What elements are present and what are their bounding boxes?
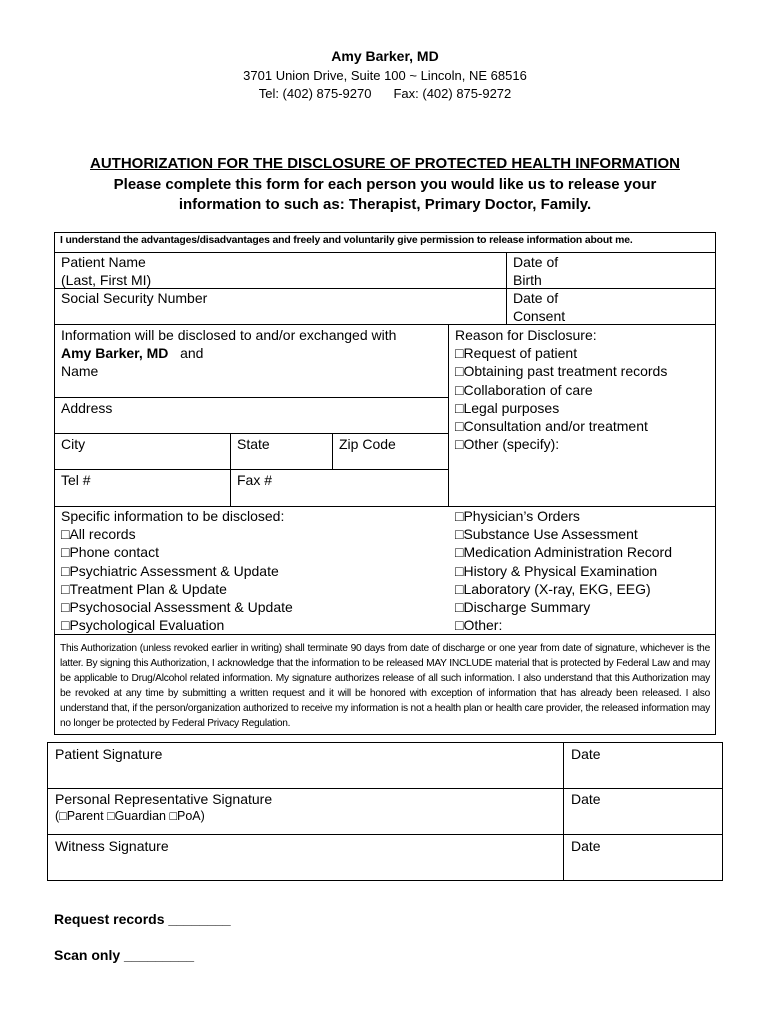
info-checkbox[interactable]: □Treatment Plan & Update bbox=[61, 580, 227, 597]
reason-checkbox[interactable]: □Other (specify): bbox=[455, 436, 560, 453]
info-checkbox[interactable]: □Other: bbox=[455, 617, 503, 634]
form-subtitle bbox=[0, 175, 770, 215]
col-divider bbox=[230, 433, 231, 506]
row-divider bbox=[54, 433, 448, 434]
consent-label-2: Consent bbox=[513, 308, 566, 325]
scan-only-field[interactable]: Scan only _________ bbox=[54, 947, 195, 963]
info-disclosed-label: Information will be disclosed to and/or exchanged with bbox=[61, 327, 397, 343]
info-checkbox[interactable]: □Psychiatric Assessment & Update bbox=[61, 562, 279, 579]
reason-title: Reason for Disclosure: bbox=[455, 327, 597, 343]
representative-signature-field[interactable] bbox=[55, 790, 555, 824]
authorization-terms: This Authorization (unless revoked earlier in writing) shall terminate 90 days from date of discharge or one year from date of signature, whichever is the latter. By signing this Authorization, I acknowledge that the information to be released MAY INCLUDE material that is protected by Federal Law and may be applicable to Drug/Alcohol related information. My signature authorizes release of all such information. I also understand that this Authorization may be revoked at any time by submitting a written request and it will be honored with exception of information that has already been released. I also understand that, if the person/organization authorized to receive my information is not a health plan or health care provider, the released information may no longer be protected by Federal Privacy Regulation. bbox=[60, 643, 710, 729]
date-of-birth-field[interactable] bbox=[513, 253, 713, 289]
practice-name: Amy Barker, MD bbox=[331, 48, 439, 64]
info-checkbox[interactable]: □Phone contact bbox=[61, 544, 159, 561]
recipient-name-field[interactable] bbox=[61, 326, 446, 381]
patient-signature-date[interactable]: Date bbox=[571, 746, 601, 762]
consent-statement: I understand the advantages/disadvantages and freely and voluntarily give permission to release information about me. bbox=[60, 235, 633, 246]
subtitle-line-2: information to such as: Therapist, Primary Doctor, Family. bbox=[178, 196, 592, 213]
col-divider bbox=[332, 433, 333, 469]
patient-name-sub-label: (Last, First MI) bbox=[61, 272, 152, 289]
col-divider bbox=[506, 252, 507, 324]
reason-for-disclosure bbox=[455, 326, 713, 453]
practice-fax: Fax: (402) 875-9272 bbox=[393, 86, 512, 101]
address-field[interactable]: Address bbox=[61, 400, 113, 416]
patient-name-field[interactable] bbox=[61, 253, 501, 289]
witness-signature-date[interactable]: Date bbox=[571, 838, 601, 854]
provider-name: Amy Barker, MD bbox=[61, 345, 169, 362]
info-checkbox[interactable]: □Laboratory (X-ray, EKG, EEG) bbox=[455, 580, 651, 597]
row-divider bbox=[47, 834, 723, 835]
row-divider bbox=[54, 397, 448, 398]
state-field[interactable]: State bbox=[237, 436, 270, 452]
info-checkbox[interactable]: □Physician’s Orders bbox=[455, 508, 580, 524]
reason-checkbox[interactable]: □Consultation and/or treatment bbox=[455, 418, 648, 435]
specific-info-right bbox=[455, 507, 713, 634]
col-divider bbox=[563, 742, 564, 881]
representative-label: Personal Representative Signature bbox=[55, 791, 273, 807]
practice-phone-line bbox=[0, 86, 770, 101]
info-checkbox[interactable]: □All records bbox=[61, 526, 136, 543]
dob-label-1: Date of bbox=[513, 254, 559, 270]
info-checkbox[interactable]: □Psychosocial Assessment & Update bbox=[61, 599, 293, 616]
reason-checkbox[interactable]: □Request of patient bbox=[455, 345, 578, 362]
tel-field[interactable]: Tel # bbox=[61, 472, 91, 488]
fax-field[interactable]: Fax # bbox=[237, 472, 273, 488]
practice-address: 3701 Union Drive, Suite 100 ~ Lincoln, NE 68516 bbox=[243, 68, 527, 83]
form-title: AUTHORIZATION FOR THE DISCLOSURE OF PROTECTED HEALTH INFORMATION bbox=[90, 155, 680, 172]
info-checkbox[interactable]: □Substance Use Assessment bbox=[455, 526, 638, 543]
name-label: Name bbox=[61, 363, 99, 380]
date-of-consent-field[interactable] bbox=[513, 289, 713, 325]
city-field[interactable]: City bbox=[61, 436, 86, 452]
witness-signature-field[interactable]: Witness Signature bbox=[55, 838, 169, 854]
patient-signature-field[interactable]: Patient Signature bbox=[55, 746, 163, 762]
request-records-field[interactable]: Request records ________ bbox=[54, 911, 231, 927]
zip-code-field[interactable]: Zip Code bbox=[339, 436, 396, 452]
patient-name-label: Patient Name bbox=[61, 254, 146, 270]
practice-tel: Tel: (402) 875-9270 bbox=[258, 86, 372, 101]
provider-and: and bbox=[180, 345, 204, 362]
specific-info-left bbox=[61, 507, 446, 634]
dob-label-2: Birth bbox=[513, 272, 542, 289]
ssn-field[interactable]: Social Security Number bbox=[61, 290, 208, 306]
consent-label-1: Date of bbox=[513, 290, 559, 306]
info-checkbox[interactable]: □Psychological Evaluation bbox=[61, 617, 225, 634]
subtitle-line-1: Please complete this form for each person you would like us to release your bbox=[113, 176, 657, 193]
provider-line bbox=[61, 344, 446, 362]
info-checkbox[interactable]: □Medication Administration Record bbox=[455, 544, 672, 561]
reason-checkbox[interactable]: □Obtaining past treatment records bbox=[455, 363, 668, 380]
reason-checkbox[interactable]: □Collaboration of care bbox=[455, 381, 593, 398]
representative-signature-date[interactable]: Date bbox=[571, 791, 601, 807]
col-divider bbox=[448, 324, 449, 506]
representative-options[interactable]: (□Parent □Guardian □PoA) bbox=[55, 809, 205, 824]
row-divider bbox=[54, 469, 448, 470]
info-checkbox[interactable]: □History & Physical Examination bbox=[455, 562, 658, 579]
specific-info-title: Specific information to be disclosed: bbox=[61, 508, 285, 524]
row-divider bbox=[47, 788, 723, 789]
info-checkbox[interactable]: □Discharge Summary bbox=[455, 599, 591, 616]
reason-checkbox[interactable]: □Legal purposes bbox=[455, 399, 560, 416]
